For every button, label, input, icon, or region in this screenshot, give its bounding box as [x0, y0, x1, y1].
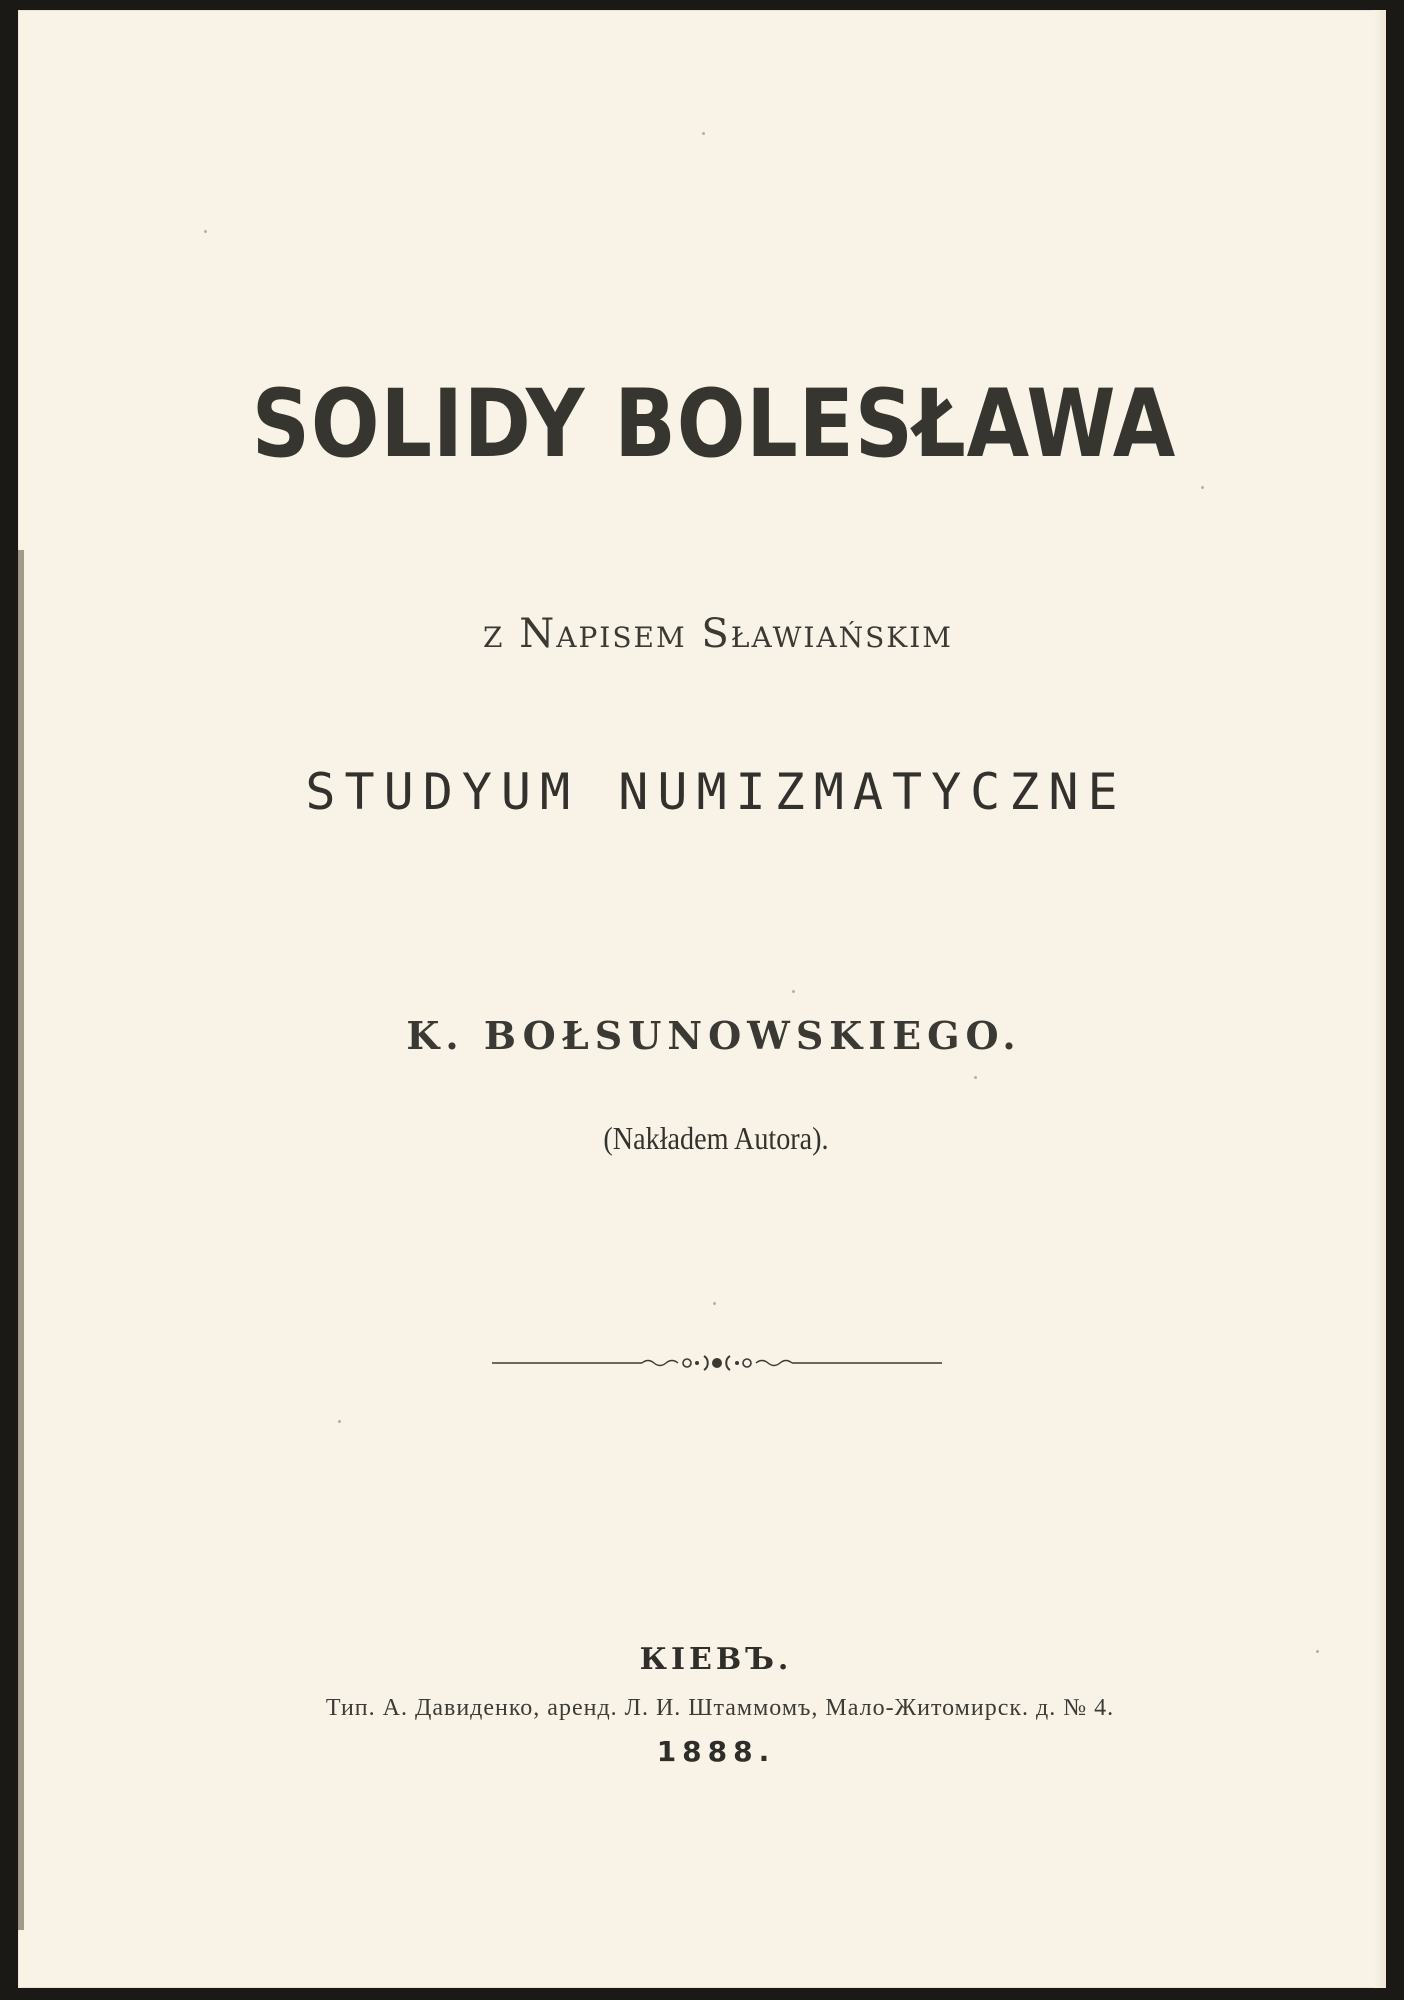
title-page	[18, 10, 1386, 1988]
publisher-note: (Nakładem Autora).	[603, 1120, 829, 1156]
publication-year: 1888.	[656, 1735, 776, 1768]
paper-speck	[204, 230, 207, 233]
binding-edge	[18, 550, 24, 1930]
paper-speck	[713, 1302, 716, 1305]
paper-speck	[792, 990, 795, 993]
publication-city: КІЕВЪ.	[639, 1642, 793, 1677]
paper-speck	[974, 1076, 977, 1079]
printer-imprint: Тип. А. Давиденко, аренд. Л. И. Штаммомъ, Мало-Житомирск. д. № 4.	[325, 1695, 1115, 1721]
book-title: SOLIDY BOLESŁAWA	[251, 370, 1177, 479]
study-line: STUDYUM NUMIZMATYCZNE	[305, 763, 1127, 821]
paper-speck	[1316, 1650, 1319, 1653]
paper-speck	[702, 132, 705, 135]
paper-speck	[1201, 486, 1204, 489]
flourish-ornament-icon	[492, 1352, 942, 1374]
book-subtitle: z Napisem Sławiańskim	[483, 611, 953, 657]
page-edge	[1374, 10, 1386, 1988]
author-name: K. BOŁSUNOWSKIEGO.	[406, 1013, 1022, 1058]
paper-speck	[338, 1420, 341, 1423]
